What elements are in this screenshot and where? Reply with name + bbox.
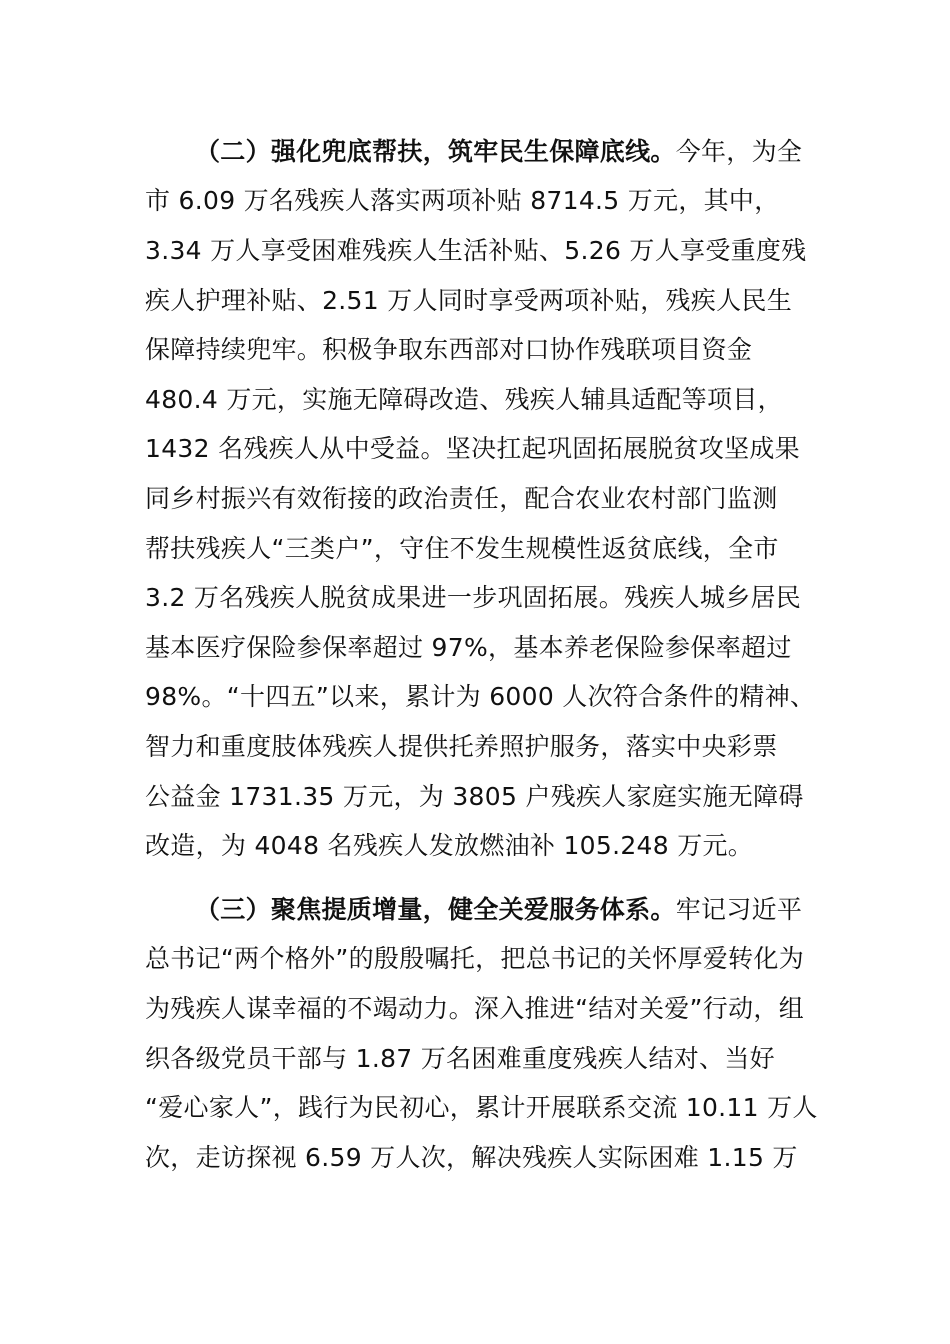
section2-line: 3.2 万名残疾人脱贫成果进一步巩固拓展。残疾人城乡居民 (145, 583, 802, 612)
section3-line: 次，走访探视 6.59 万人次，解决残疾人实际困难 1.15 万 (145, 1143, 798, 1172)
section3-line: 织各级党员干部与 1.87 万名困难重度残疾人结对、当好 (145, 1044, 775, 1073)
section2-line: 基本医疗保险参保率超过 97%，基本养老保险参保率超过 (145, 633, 792, 662)
section2-line: 3.34 万人享受困难残疾人生活补贴、5.26 万人享受重度残 (145, 236, 807, 265)
section2-line: 今年，为全 (675, 137, 803, 166)
section2-line: 480.4 万元，实施无障碍改造、残疾人辅具适配等项目， (145, 385, 783, 414)
section3-heading: （三）聚焦提质增量，健全关爱服务体系。 (195, 895, 676, 924)
section3-line: 为残疾人谋幸福的不竭动力。深入推进“结对关爱”行动，组 (145, 994, 805, 1023)
section2-line: 公益金 1731.35 万元，为 3805 户残疾人家庭实施无障碍 (145, 782, 804, 811)
section3-line: 总书记“两个格外”的殷殷嘱托，把总书记的关怀厚爱转化为 (145, 944, 805, 973)
section3-line: 牢记习近平 (675, 895, 803, 924)
section2-line: 同乡村振兴有效衔接的政治责任，配合农业农村部门监测 (145, 484, 778, 513)
section2-line: 智力和重度肢体残疾人提供托养照护服务，落实中央彩票 (145, 732, 778, 761)
section3-first-line (195, 885, 835, 935)
section2-line: 改造，为 4048 名残疾人发放燃油补 105.248 万元。 (145, 831, 754, 860)
section2-line: 保障持续兜牢。积极争取东西部对口协作残联项目资金 (145, 335, 753, 364)
section2-line: 1432 名残疾人从中受益。坚决扛起巩固拓展脱贫攻坚成果 (145, 434, 800, 463)
section2-line: 帮扶残疾人“三类户”，守住不发生规模性返贫底线，全市 (145, 534, 779, 563)
section2-line: 疾人护理补贴、2.51 万人同时享受两项补贴，残疾人民生 (145, 286, 793, 315)
section2-line: 市 6.09 万名残疾人落实两项补贴 8714.5 万元，其中， (145, 186, 780, 215)
section3-line: “爱心家人”，践行为民初心，累计开展联系交流 10.11 万人 (145, 1093, 818, 1122)
section2-heading: （二）强化兜底帮扶，筑牢民生保障底线。 (195, 137, 676, 166)
section2-line: 98%。“十四五”以来，累计为 6000 人次符合条件的精神、 (145, 682, 816, 711)
section2-first-line (195, 127, 835, 177)
